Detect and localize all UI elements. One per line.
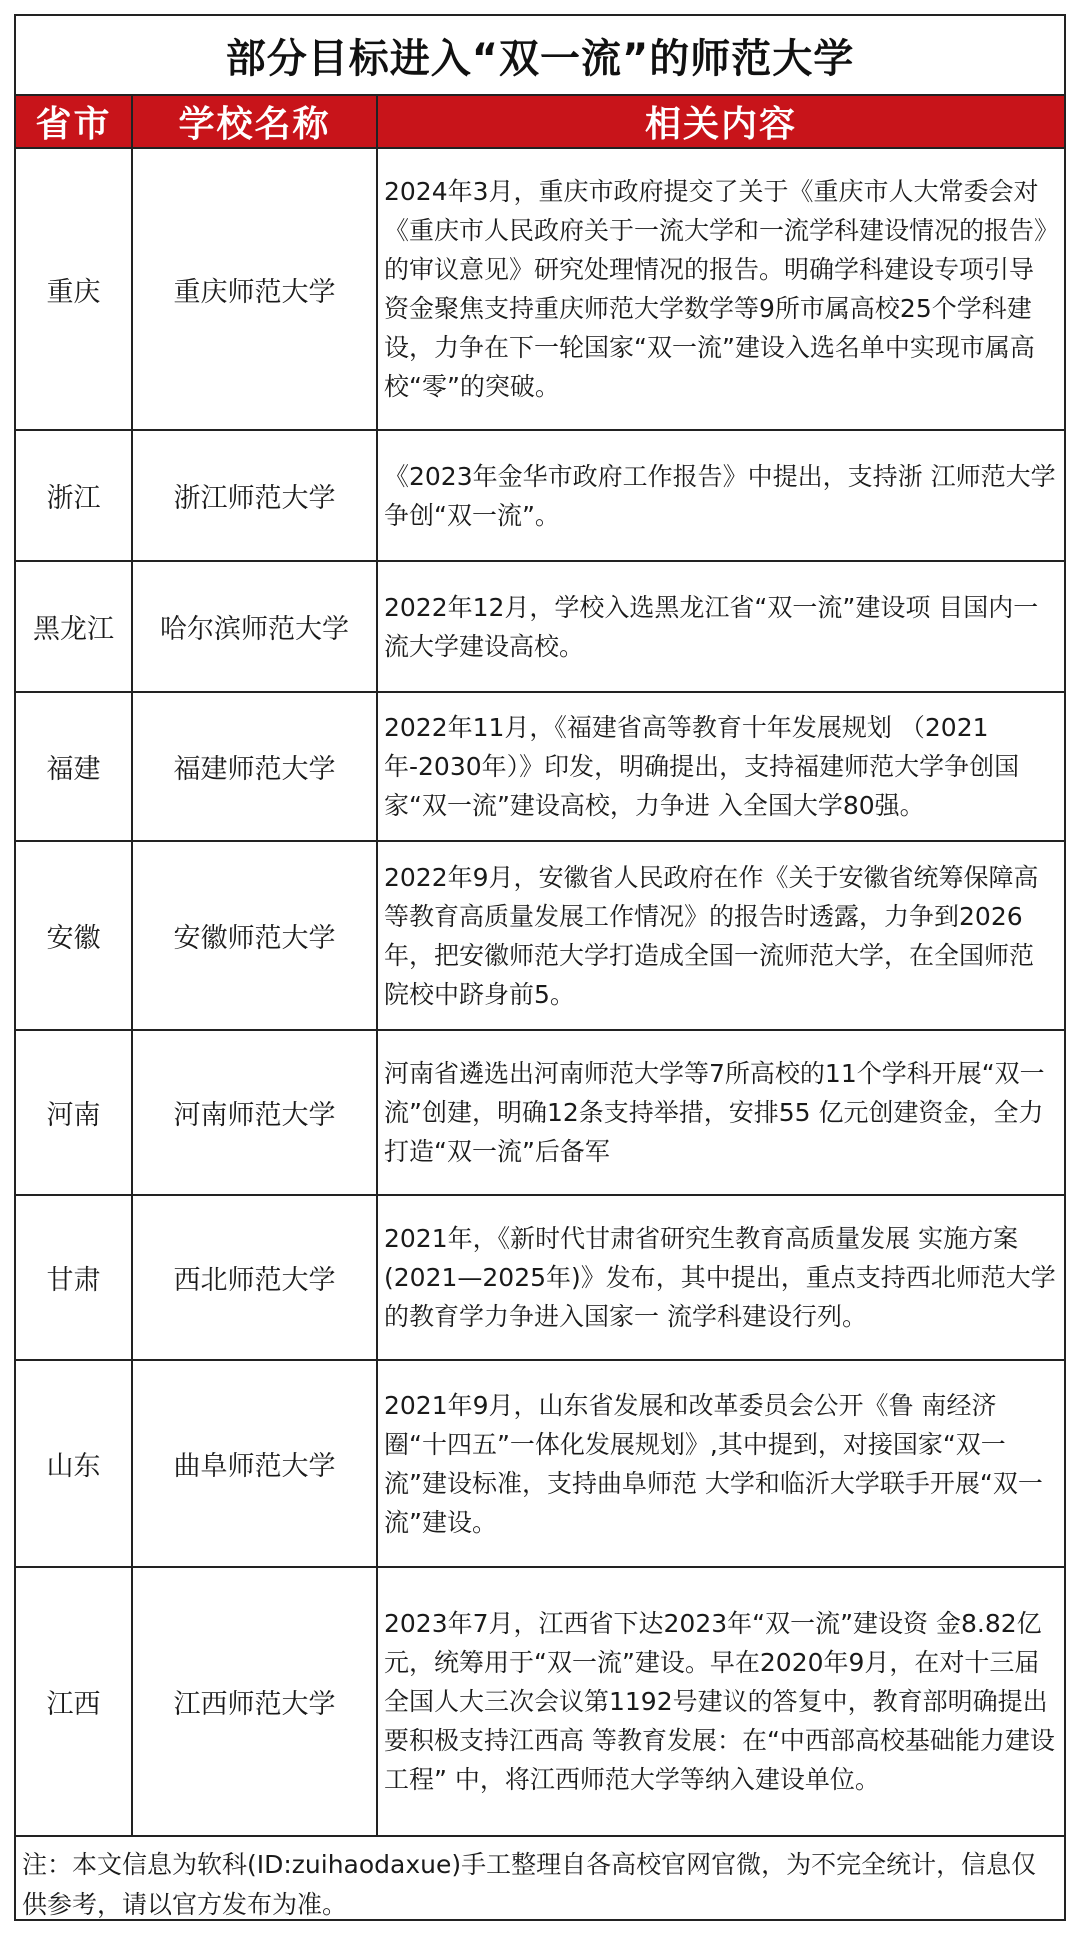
- province-cell: 浙江: [16, 430, 132, 561]
- content-cell: 河南省遴选出河南师范大学等7所高校的11个学科开展“双一流”创建，明确12条支持举措，安排55 亿元创建资金，全力打造“双一流”后备军: [377, 1030, 1064, 1195]
- school-cell: 西北师范大学: [132, 1195, 377, 1360]
- content-cell: 2022年12月，学校入选黑龙江省“双一流”建设项 目国内一流大学建设高校。: [377, 561, 1064, 692]
- table-row: [16, 692, 1064, 841]
- schools-table: [16, 96, 1064, 1837]
- school-cell: 福建师范大学: [132, 692, 377, 841]
- table-title: 部分目标进入“双一流”的师范大学: [16, 16, 1064, 96]
- school-cell: 哈尔滨师范大学: [132, 561, 377, 692]
- table-row: [16, 1030, 1064, 1195]
- province-cell: 河南: [16, 1030, 132, 1195]
- province-cell: 甘肃: [16, 1195, 132, 1360]
- content-cell: 2021年9月，山东省发展和改革委员会公开《鲁 南经济圈“十四五”一体化发展规划》,其中提到，对接国家“双一流”建设标准，支持曲阜师范 大学和临沂大学联手开展“双一流”建设。: [377, 1360, 1064, 1567]
- table-row: [16, 1195, 1064, 1360]
- table-row: [16, 148, 1064, 430]
- school-cell: 安徽师范大学: [132, 841, 377, 1030]
- footnote: 注：本文信息为软科(ID:zuihaodaxue)手工整理自各高校官网官微，为不完全统计，信息仅供参考，请以官方发布为准。: [22, 1850, 1037, 1919]
- province-cell: 安徽: [16, 841, 132, 1030]
- content-cell: 2022年9月，安徽省人民政府在作《关于安徽省统筹保障高等教育高质量发展工作情况》的报告时透露，力争到2026年，把安徽师范大学打造成全国一流师范大学，在全国师范院校中跻身前5。: [377, 841, 1064, 1030]
- header-school: 学校名称: [132, 96, 377, 148]
- table-row: [16, 1360, 1064, 1567]
- province-cell: 重庆: [16, 148, 132, 430]
- content-cell: 2022年11月，《福建省高等教育十年发展规划 （2021年-2030年）》印发，明确提出，支持福建师范大学争创国家“双一流”建设高校，力争进 入全国大学80强。: [377, 692, 1064, 841]
- content-cell: 《2023年金华市政府工作报告》中提出，支持浙 江师范大学争创“双一流”。: [377, 430, 1064, 561]
- school-cell: 浙江师范大学: [132, 430, 377, 561]
- school-cell: 江西师范大学: [132, 1567, 377, 1836]
- province-cell: 山东: [16, 1360, 132, 1567]
- school-cell: 河南师范大学: [132, 1030, 377, 1195]
- header-row: [16, 96, 1064, 148]
- header-province: 省市: [16, 96, 132, 148]
- school-cell: 重庆师范大学: [132, 148, 377, 430]
- content-cell: 2021年，《新时代甘肃省研究生教育高质量发展 实施方案(2021—2025年)》发布，其中提出，重点支持西北师范大学的教育学力争进入国家一 流学科建设行列。: [377, 1195, 1064, 1360]
- table-row: [16, 430, 1064, 561]
- content-cell: 2023年7月，江西省下达2023年“双一流”建设资 金8.82亿元，统筹用于“双一流”建设。早在2020年9月，在对十三届全国人大三次会议第1192号建议的答复中，教育部明确提出要积极支持江西高 等教育发展：在“中西部高校基础能力建设工程” 中，将江西师范大学等纳入建设单位。: [377, 1567, 1064, 1836]
- table-frame: [14, 14, 1066, 1921]
- school-cell: 曲阜师范大学: [132, 1360, 377, 1567]
- header-content: 相关内容: [377, 96, 1064, 148]
- table-row: [16, 841, 1064, 1030]
- table-row: [16, 1567, 1064, 1836]
- table-row: [16, 561, 1064, 692]
- province-cell: 福建: [16, 692, 132, 841]
- province-cell: 黑龙江: [16, 561, 132, 692]
- province-cell: 江西: [16, 1567, 132, 1836]
- content-cell: 2024年3月，重庆市政府提交了关于《重庆市人大常委会对《重庆市人民政府关于一流大学和一流学科建设情况的报告》的审议意见》研究处理情况的报告。明确学科建设专项引导资金聚焦支持重庆师范大学数学等9所市属高校25个学科建设，力争在下一轮国家“双一流”建设入选名单中实现市属高校“零”的突破。: [377, 148, 1064, 430]
